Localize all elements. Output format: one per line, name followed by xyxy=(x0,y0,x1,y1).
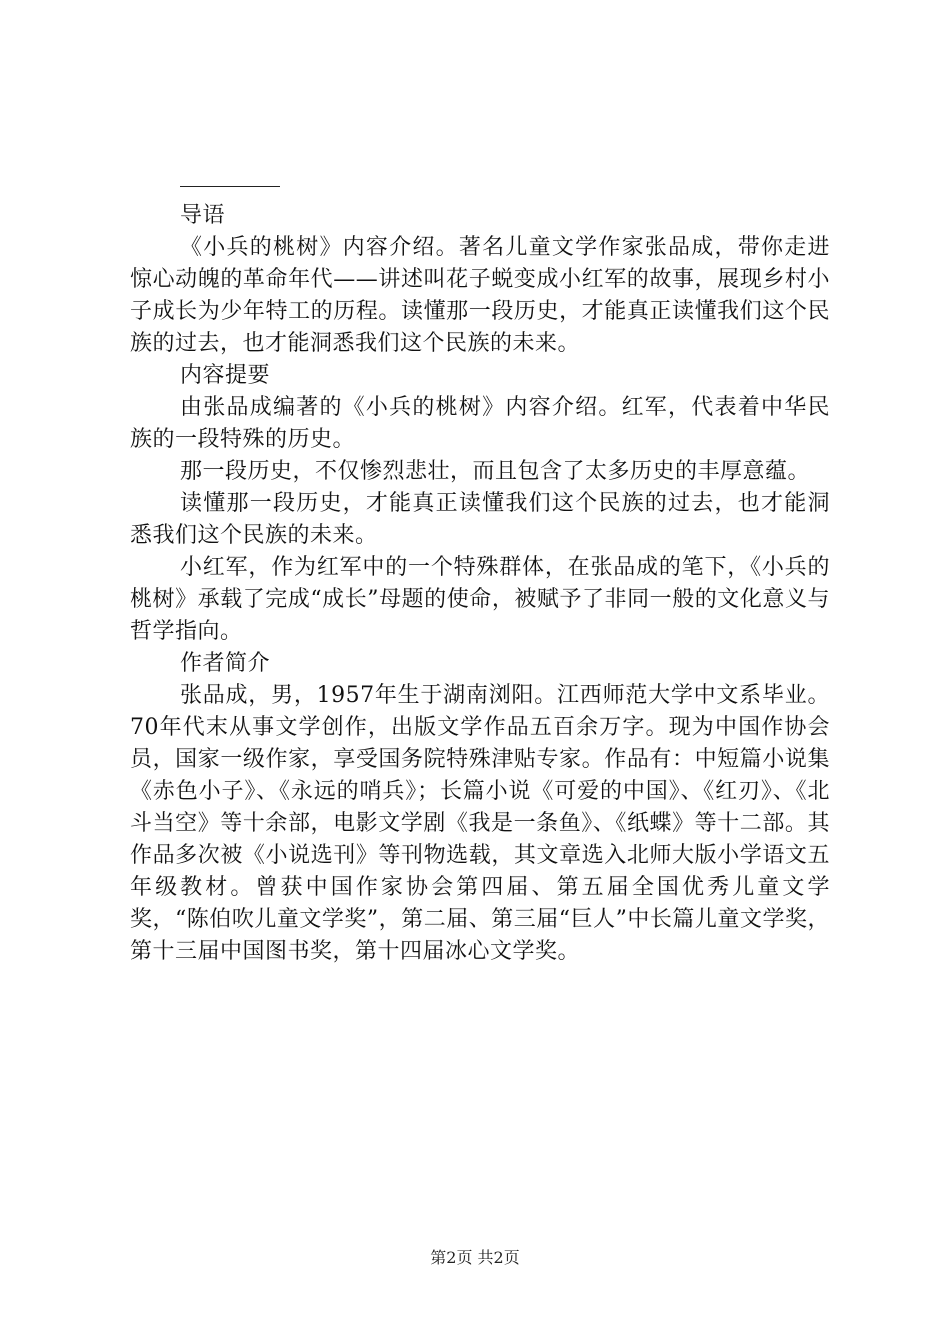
intro-paragraph: 《小兵的桃树》内容介绍。著名儿童文学作家张品成，带你走进惊心动魄的革命年代——讲述叫花子蜕变成小红军的故事，展现乡村小子成长为少年特工的历程。读懂那一段历史，才能真正读懂我们这个民族的过去，也才能洞悉我们这个民族的未来。 xyxy=(130,235,830,356)
summary-paragraph-4: 小红军，作为红军中的一个特殊群体，在张品成的笔下，《小兵的桃树》承载了完成“成长”母题的使命，被赋予了非同一般的文化意义与哲学指向。 xyxy=(130,555,830,644)
summary-paragraph-3: 读懂那一段历史，才能真正读懂我们这个民族的过去，也才能洞悉我们这个民族的未来。 xyxy=(130,491,830,548)
divider-rule xyxy=(180,186,280,187)
section-heading-author: 作者简介 xyxy=(180,651,271,676)
author-paragraph: 张品成，男，1957年生于湖南浏阳。江西师范大学中文系毕业。70年代末从事文学创作，出版文学作品五百余万字。现为中国作协会员，国家一级作家，享受国务院特殊津贴专家。作品有：中短篇小说集《赤色小子》、《永远的哨兵》；长篇小说《可爱的中国》、《红刃》、《北斗当空》等十余部，电影文学剧《我是一条鱼》、《纸蝶》等十二部。其作品多次被《小说选刊》等刊物选载，其文章选入北师大版小学语文五年级教材。曾获中国作家协会第四届、第五届全国优秀儿童文学奖，“陈伯吹儿童文学奖”，第二届、第三届“巨人”中长篇儿童文学奖，第十三届中国图书奖，第十四届冰心文学奖。 xyxy=(130,683,830,964)
page-footer: 第2页 共2页 xyxy=(430,1248,520,1267)
divider-line xyxy=(130,168,830,200)
summary-paragraph-2: 那一段历史，不仅惨烈悲壮，而且包含了太多历史的丰厚意蕴。 xyxy=(180,459,811,484)
document-body xyxy=(130,168,830,968)
section-heading-intro: 导语 xyxy=(180,203,226,228)
summary-paragraph-1: 由张品成编著的《小兵的桃树》内容介绍。红军，代表着中华民族的一段特殊的历史。 xyxy=(130,395,830,452)
section-heading-summary: 内容提要 xyxy=(180,363,271,388)
